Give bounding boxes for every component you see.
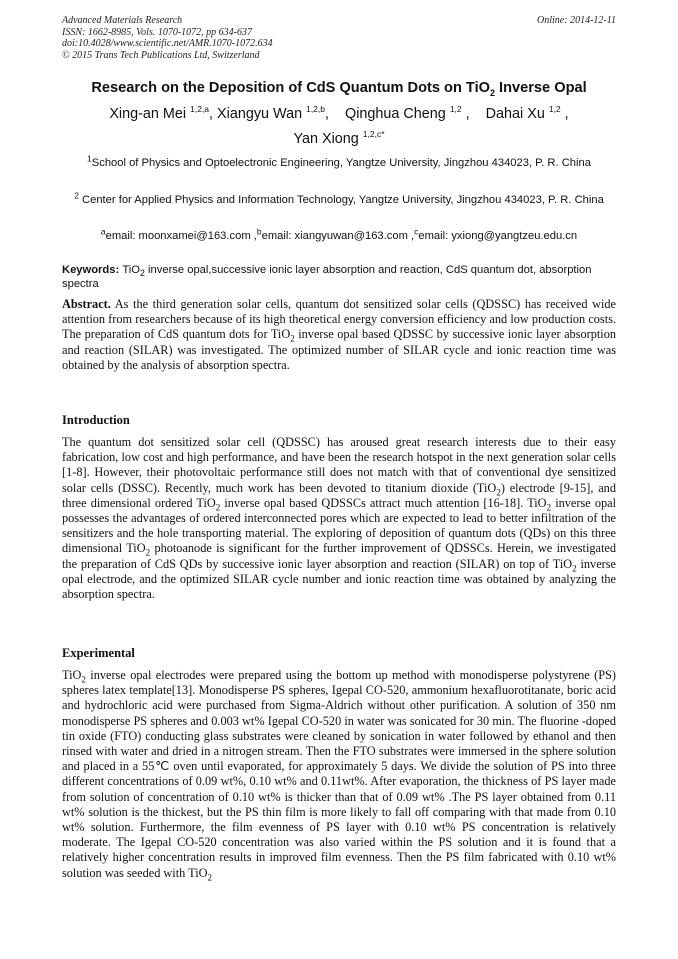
paragraph-text: inverse opal electrodes were prepared using the bottom up method with monodisperse polystyrene (PS) spheres latex template[13]. Monodisperse PS spheres, Igepal CO-520, ammonium hexafluorotitanate, boric acid and hydrochloric acid were purchased from Sigma-Aldrich without other purification. A solution of 350 nm monodisperse PS spheres and 0.003 wt% Igepal CO-520 in water was sonicated for 30 min. The fluorine -doped tin oxide (FTO) conducting glass substrates were cleaned by sonication in water followed by ethanol and then rinsed with water and dried in a nitrogen stream. Then the FTO substrates were immersed in the sphere solution and placed in a 55℃ oven until evaporated, for approximately 5 days. We divide the solution of PS into three different concentrations of 0.09 wt%, 0.10 wt% and 0.11wt%. After evaporation, the thickness of PS layer made from solution of concentration of 0.10 wt% is thicker than that of 0.09 wt% .The PS layer obtained from 0.11 wt% solution is the thickest, but the PS thin film is more likely to fall off comparing with that made from 0.10 wt% solution. Furthermore, the film evenness of PS layer with 0.10 wt% PS concentration is relatively moderate. The Igepal CO-520 concentration was also varied within the PS solution and it is found that a relatively higher concentration results in improved film evenness. Then the PS film fabricated with 0.10 wt% solution was seeded with TiO (62, 668, 616, 880)
issn-line: ISSN: 1662-8985, Vols. 1070-1072, pp 634-637 (62, 26, 252, 38)
email-c: email: yxiong@yangtzeu.edu.cn (418, 230, 578, 242)
affiliation-1 (62, 153, 616, 171)
copyright-line: © 2015 Trans Tech Publications Ltd, Switzerland (62, 49, 260, 61)
keywords-subscript: 2 (139, 268, 145, 279)
subscript: 2 (207, 872, 213, 883)
affiliation-text: Center for Applied Physics and Information Technology, Yangtze University, Jingzhou 434023, P. R. China (78, 194, 604, 206)
journal-name: Advanced Materials Research (62, 15, 183, 26)
author-affiliation-mark: 1,2,b (306, 104, 325, 115)
author-line-1 (40, 106, 638, 122)
author-name: Xiangyu Wan (217, 106, 307, 122)
author-name: Xing-an Mei (109, 106, 191, 122)
subscript: 2 (290, 333, 295, 344)
affiliation-text: School of Physics and Optoelectronic Engineering, Yangtze University, Jingzhou 434023, P. R. China (91, 157, 591, 169)
abstract (62, 297, 616, 373)
doi-line: doi:10.4028/www.scientific.net/AMR.1070-1072.634 (62, 38, 273, 49)
keywords-label: Keywords: (62, 264, 123, 276)
paragraph-text: The quantum dot sensitized solar cell (QDSSC) has aroused great research interests due to their easy fabrication, low cost and high performance, and have been the research hotspot in the next generation solar cells [1-8]. However, their photovoltaic performance still does not match with that of conventional dye sensitized solar cells (DSSC). Recently, much work has been devoted to titanium dioxide (TiO (62, 435, 616, 495)
affiliation-mark: 2 (74, 190, 79, 201)
author-separator: , (209, 106, 218, 122)
experimental-paragraph (62, 668, 616, 881)
paragraph-text: TiO (62, 668, 82, 682)
title-text-end: Inverse Opal (495, 80, 587, 96)
subscript: 2 (546, 502, 552, 513)
author-name: Yan Xiong (293, 131, 363, 147)
email-a: email: moonxamei@163.com , (105, 230, 257, 242)
affiliation-mark: 1 (87, 153, 92, 164)
author-separator: , (560, 106, 569, 122)
paper-title (40, 80, 638, 96)
paragraph-text: ) electrode [9-15], and three dimensional ordered TiO (62, 480, 616, 510)
author-affiliation-mark: 1,2 (548, 104, 561, 115)
paragraph-text: photoanode is significant for the further improvement of QDSSCs. Herein, we investigated the preparation of CdS QDs by successive ionic layer absorption and reaction (SILAR) on top of TiO (62, 541, 616, 571)
email-mark: a (100, 226, 106, 237)
author-name: Dahai Xu (485, 106, 549, 122)
subscript: 2 (81, 674, 86, 685)
keywords-text-end: inverse opal,successive ionic layer absorption and reaction, CdS quantum dot, absorption spectra (62, 264, 592, 290)
introduction-paragraph (62, 435, 616, 602)
journal-header (62, 15, 618, 61)
keywords-text: TiO (122, 264, 140, 276)
abstract-text: As the third generation solar cells, quantum dot sensitized solar cells (QDSSC) has received wide attention from researchers because of its high theoretical energy conversion efficiency and low production costs. The preparation of CdS quantum dots for TiO (62, 297, 616, 342)
email-line (62, 226, 616, 244)
author-separator: , (461, 106, 486, 122)
keywords (62, 263, 616, 291)
paragraph-text: inverse opal electrode, and the optimized SILAR cycle number and ionic reaction time was obtained by analyzing the absorption spectra. (62, 556, 616, 602)
affiliation-2 (62, 190, 616, 208)
email-mark: b (256, 226, 262, 237)
experimental-heading: Experimental (62, 646, 135, 660)
paragraph-text: inverse opal possesses the advantages of ordered interconnected pores which are expected to lead to better infiltration of the sensitizers and the hole transporting material. The exploring of deposition of quantum dots (QDs) on this three dimensional TiO (62, 495, 616, 556)
title-text: Research on the Deposition of CdS Quantum Dots on TiO (91, 80, 490, 96)
subscript: 2 (215, 502, 221, 513)
title-subscript: 2 (489, 87, 495, 98)
abstract-label: Abstract. (62, 297, 111, 311)
subscript: 2 (145, 547, 151, 558)
subscript: 2 (572, 563, 577, 574)
subscript: 2 (496, 487, 501, 498)
author-separator: , (325, 106, 345, 122)
abstract-text: inverse opal based QDSSC by successive ionic layer absorption and reaction (SILAR) was investigated. The optimized number of SILAR cycle and ionic reaction time was obtained by the analysis of absorption spectra. (62, 327, 616, 372)
author-affiliation-mark: 1,2,a (190, 104, 210, 115)
author-affiliation-mark: 1,2 (449, 104, 462, 115)
online-date: Online: 2014-12-11 (537, 15, 616, 26)
email-b: email: xiangyuwan@163.com , (261, 230, 415, 242)
author-line-2 (40, 131, 638, 147)
author-name: Qinghua Cheng (345, 106, 450, 122)
paragraph-text: inverse opal based QDSSCs attract much attention [16-18]. TiO (220, 495, 547, 510)
email-mark: c (414, 226, 419, 237)
introduction-heading: Introduction (62, 413, 130, 427)
author-affiliation-mark: 1,2,c* (362, 129, 385, 140)
